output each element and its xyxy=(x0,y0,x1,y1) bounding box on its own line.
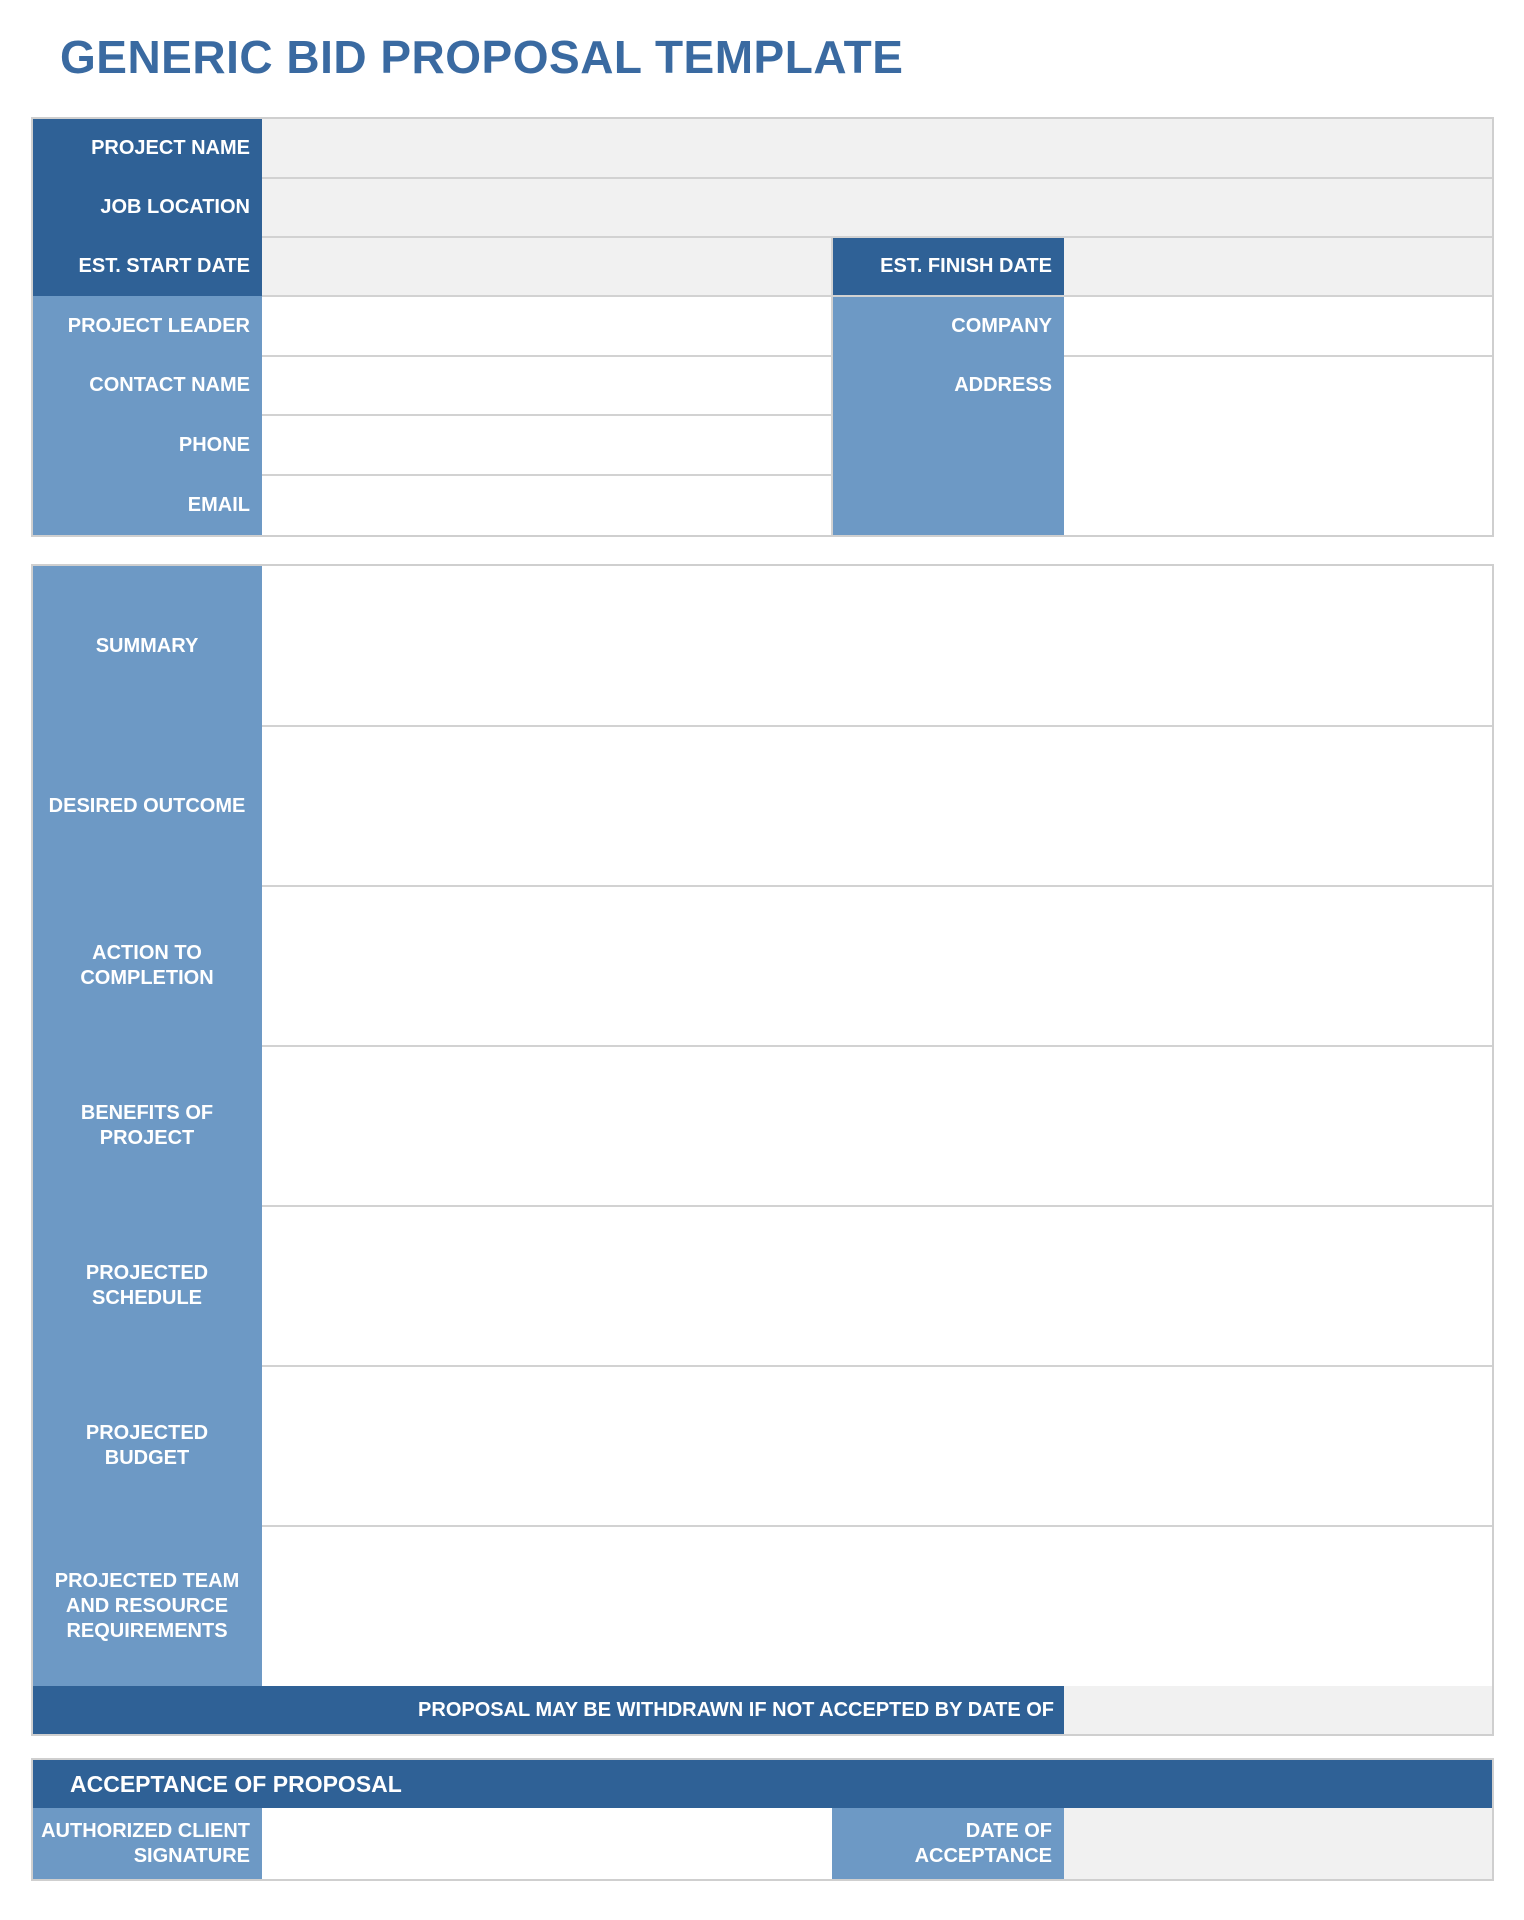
acceptance-table xyxy=(31,1758,1494,1881)
phone-label: PHONE xyxy=(32,415,262,475)
signature-label: AUTHORIZED CLIENT SIGNATURE xyxy=(32,1808,262,1879)
job-location-label: JOB LOCATION xyxy=(32,178,262,237)
summary-label: SUMMARY xyxy=(32,566,262,726)
project-name-label: PROJECT NAME xyxy=(32,119,262,178)
action-to-completion-label: ACTION TO COMPLETION xyxy=(32,886,262,1046)
projected-team-label: PROJECTED TEAM AND RESOURCE REQUIREMENTS xyxy=(32,1526,262,1686)
address-label: ADDRESS xyxy=(832,356,1064,415)
project-leader-label: PROJECT LEADER xyxy=(32,296,262,356)
company-label: COMPANY xyxy=(832,296,1064,356)
projected-schedule-label: PROJECTED SCHEDULE xyxy=(32,1206,262,1366)
sections-table xyxy=(31,564,1494,1736)
page-title: GENERIC BID PROPOSAL TEMPLATE xyxy=(60,31,904,83)
withdrawal-notice-label: PROPOSAL MAY BE WITHDRAWN IF NOT ACCEPTED BY DATE OF xyxy=(32,1686,1064,1734)
est-start-date-label: EST. START DATE xyxy=(32,237,262,296)
email-label: EMAIL xyxy=(32,475,262,535)
projected-budget-label: PROJECTED BUDGET xyxy=(32,1366,262,1526)
benefits-of-project-label: BENEFITS OF PROJECT xyxy=(32,1046,262,1206)
contact-name-label: CONTACT NAME xyxy=(32,356,262,415)
project-info-table xyxy=(31,117,1494,537)
est-finish-date-label: EST. FINISH DATE xyxy=(832,237,1064,296)
acceptance-header: ACCEPTANCE OF PROPOSAL xyxy=(32,1760,1492,1808)
date-of-acceptance-label: DATE OF ACCEPTANCE xyxy=(832,1808,1064,1879)
desired-outcome-label: DESIRED OUTCOME xyxy=(32,726,262,886)
